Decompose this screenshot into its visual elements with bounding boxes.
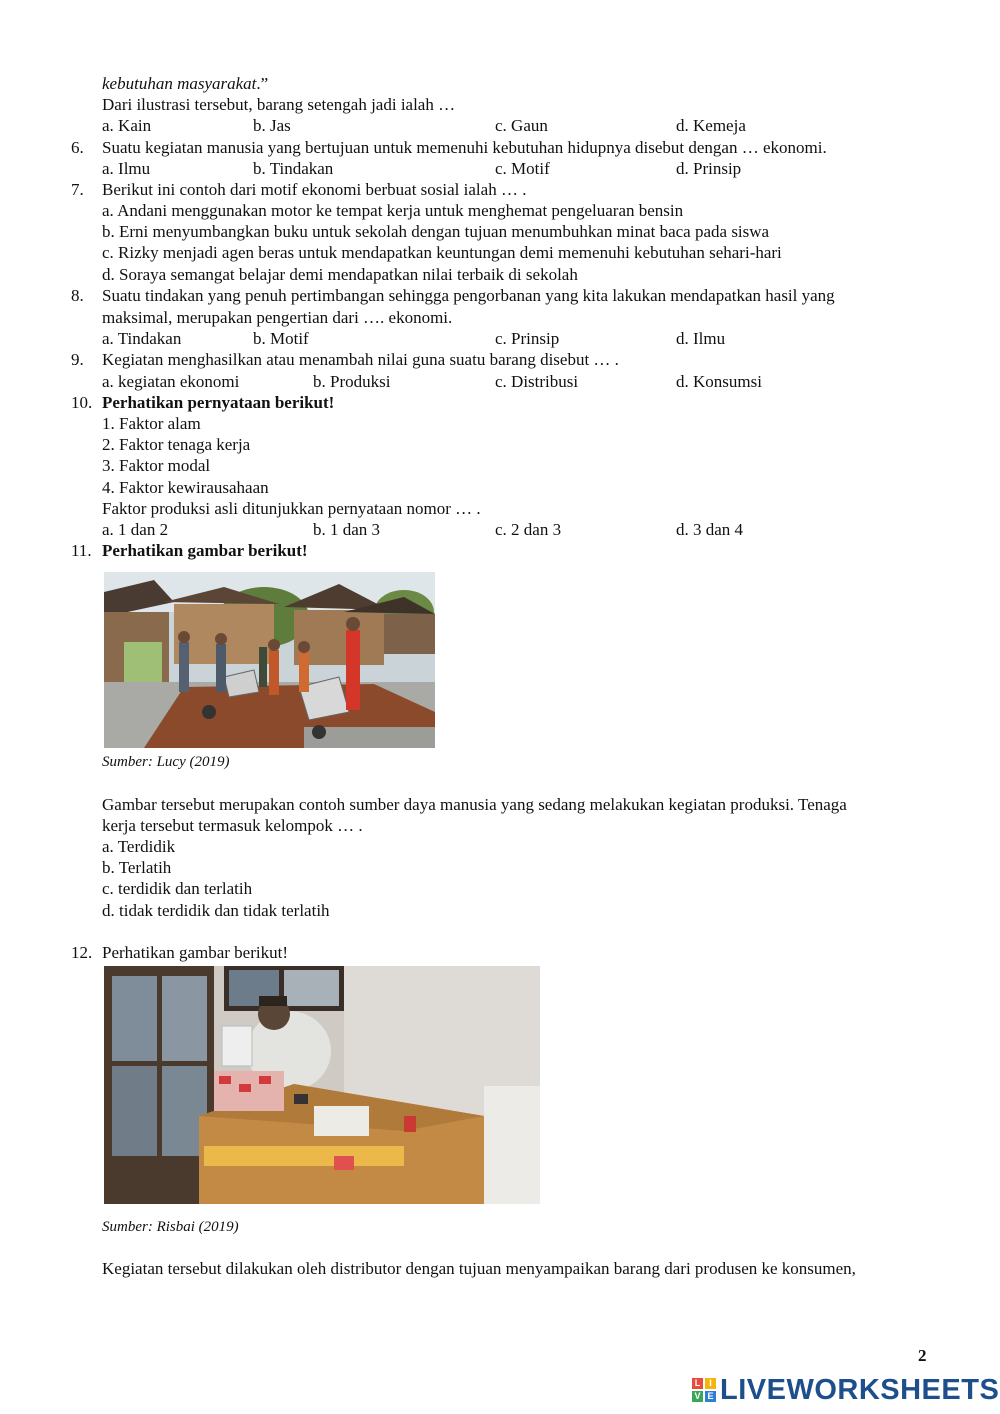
q5-quote-close: .” xyxy=(256,74,269,93)
liveworksheets-logo[interactable] xyxy=(692,1374,999,1406)
q5-option-a[interactable]: a. Kain xyxy=(102,116,152,135)
q10-statement-3: 3. Faktor modal xyxy=(102,456,211,475)
q5-option-c[interactable]: c. Gaun xyxy=(495,116,548,135)
q12-text-line1: Kegiatan tersebut dilakukan oleh distributor dengan tujuan menyampaikan barang dari produsen ke konsumen, xyxy=(102,1259,856,1278)
q9-option-a[interactable]: a. kegiatan ekonomi xyxy=(102,372,240,391)
q11-option-b[interactable]: b. Terlatih xyxy=(102,858,172,877)
logo-letter-v: V xyxy=(692,1391,703,1402)
q6-option-a[interactable]: a. Ilmu xyxy=(102,159,151,178)
q5-quote-end xyxy=(102,73,268,94)
q10-statement-2: 2. Faktor tenaga kerja xyxy=(102,435,251,454)
q9-text: Kegiatan menghasilkan atau menambah nilai guna suatu barang disebut … . xyxy=(102,350,619,369)
liveworksheets-brand-text: LIVEWORKSHEETS xyxy=(720,1373,1000,1406)
q10-option-a[interactable]: a. 1 dan 2 xyxy=(102,520,169,539)
q6-number: 6. xyxy=(71,138,84,157)
q8-option-a[interactable]: a. Tindakan xyxy=(102,329,182,348)
q8-text-line2: maksimal, merupakan pengertian dari …. ekonomi. xyxy=(102,308,453,327)
q11-option-a[interactable]: a. Terdidik xyxy=(102,837,176,856)
q12-source-caption: Sumber: Risbai (2019) xyxy=(102,1219,239,1235)
logo-letter-i: I xyxy=(705,1378,716,1389)
q12-title: Perhatikan gambar berikut! xyxy=(102,943,288,962)
q10-number: 10. xyxy=(71,393,93,412)
q5-option-d[interactable]: d. Kemeja xyxy=(676,116,746,135)
q10-statement-4: 4. Faktor kewirausahaan xyxy=(102,478,269,497)
q5-quote-text: kebutuhan masyarakat xyxy=(102,74,257,93)
q7-option-d[interactable]: d. Soraya semangat belajar demi mendapatkan nilai terbaik di sekolah xyxy=(102,265,578,284)
q11-text-line2: kerja tersebut termasuk kelompok … . xyxy=(102,816,363,835)
liveworksheets-logo-icon xyxy=(692,1378,716,1402)
q12-number: 12. xyxy=(71,943,93,962)
q8-number: 8. xyxy=(71,286,84,305)
q9-option-d[interactable]: d. Konsumsi xyxy=(676,372,762,391)
q8-text-line1: Suatu tindakan yang penuh pertimbangan sehingga pengorbanan yang kita lakukan mendapatkan hasil yang xyxy=(102,286,835,305)
q8-option-d[interactable]: d. Ilmu xyxy=(676,329,726,348)
q7-option-a[interactable]: a. Andani menggunakan motor ke tempat kerja untuk menghemat pengeluaran bensin xyxy=(102,201,684,220)
q10-question: Faktor produksi asli ditunjukkan pernyataan nomor … . xyxy=(102,499,481,518)
q6-option-c[interactable]: c. Motif xyxy=(495,159,550,178)
q8-option-b[interactable]: b. Motif xyxy=(253,329,309,348)
q6-option-d[interactable]: d. Prinsip xyxy=(676,159,742,178)
q10-option-b[interactable]: b. 1 dan 3 xyxy=(313,520,381,539)
q6-option-b[interactable]: b. Tindakan xyxy=(253,159,334,178)
q11-source-caption: Sumber: Lucy (2019) xyxy=(102,754,230,770)
q10-option-d[interactable]: d. 3 dan 4 xyxy=(676,520,744,539)
q9-option-b[interactable]: b. Produksi xyxy=(313,372,391,391)
shop-counter-photo-icon xyxy=(104,966,540,1204)
q7-text: Berikut ini contoh dari motif ekonomi berbuat sosial ialah … . xyxy=(102,180,527,199)
q9-option-c[interactable]: c. Distribusi xyxy=(495,372,579,391)
logo-letter-e: E xyxy=(705,1391,716,1402)
page-number: 2 xyxy=(918,1346,927,1365)
q7-number: 7. xyxy=(71,180,84,199)
q9-number: 9. xyxy=(71,350,84,369)
q5-question: Dari ilustrasi tersebut, barang setengah jadi ialah … xyxy=(102,95,456,114)
q11-option-d[interactable]: d. tidak terdidik dan tidak terlatih xyxy=(102,901,330,920)
q7-option-c[interactable]: c. Rizky menjadi agen beras untuk mendapatkan keuntungan demi memenuhi kebutuhan sehari-hari xyxy=(102,243,782,262)
q7-option-b[interactable]: b. Erni menyumbangkan buku untuk sekolah dengan tujuan menumbuhkan minat baca pada siswa xyxy=(102,222,770,241)
logo-letter-l: L xyxy=(692,1378,703,1389)
q11-text-line1: Gambar tersebut merupakan contoh sumber daya manusia yang sedang melakukan kegiatan produksi. Tenaga xyxy=(102,795,847,814)
q11-number: 11. xyxy=(71,541,92,560)
q10-title: Perhatikan pernyataan berikut! xyxy=(102,393,335,412)
q6-text: Suatu kegiatan manusia yang bertujuan untuk memenuhi kebutuhan hidupnya disebut dengan … ekonomi. xyxy=(102,138,827,157)
q11-option-c[interactable]: c. terdidik dan terlatih xyxy=(102,879,253,898)
construction-workers-photo-icon xyxy=(104,572,435,748)
q10-statement-1: 1. Faktor alam xyxy=(102,414,201,433)
q11-title: Perhatikan gambar berikut! xyxy=(102,541,308,560)
q5-option-b[interactable]: b. Jas xyxy=(253,116,291,135)
q10-option-c[interactable]: c. 2 dan 3 xyxy=(495,520,562,539)
q8-option-c[interactable]: c. Prinsip xyxy=(495,329,560,348)
